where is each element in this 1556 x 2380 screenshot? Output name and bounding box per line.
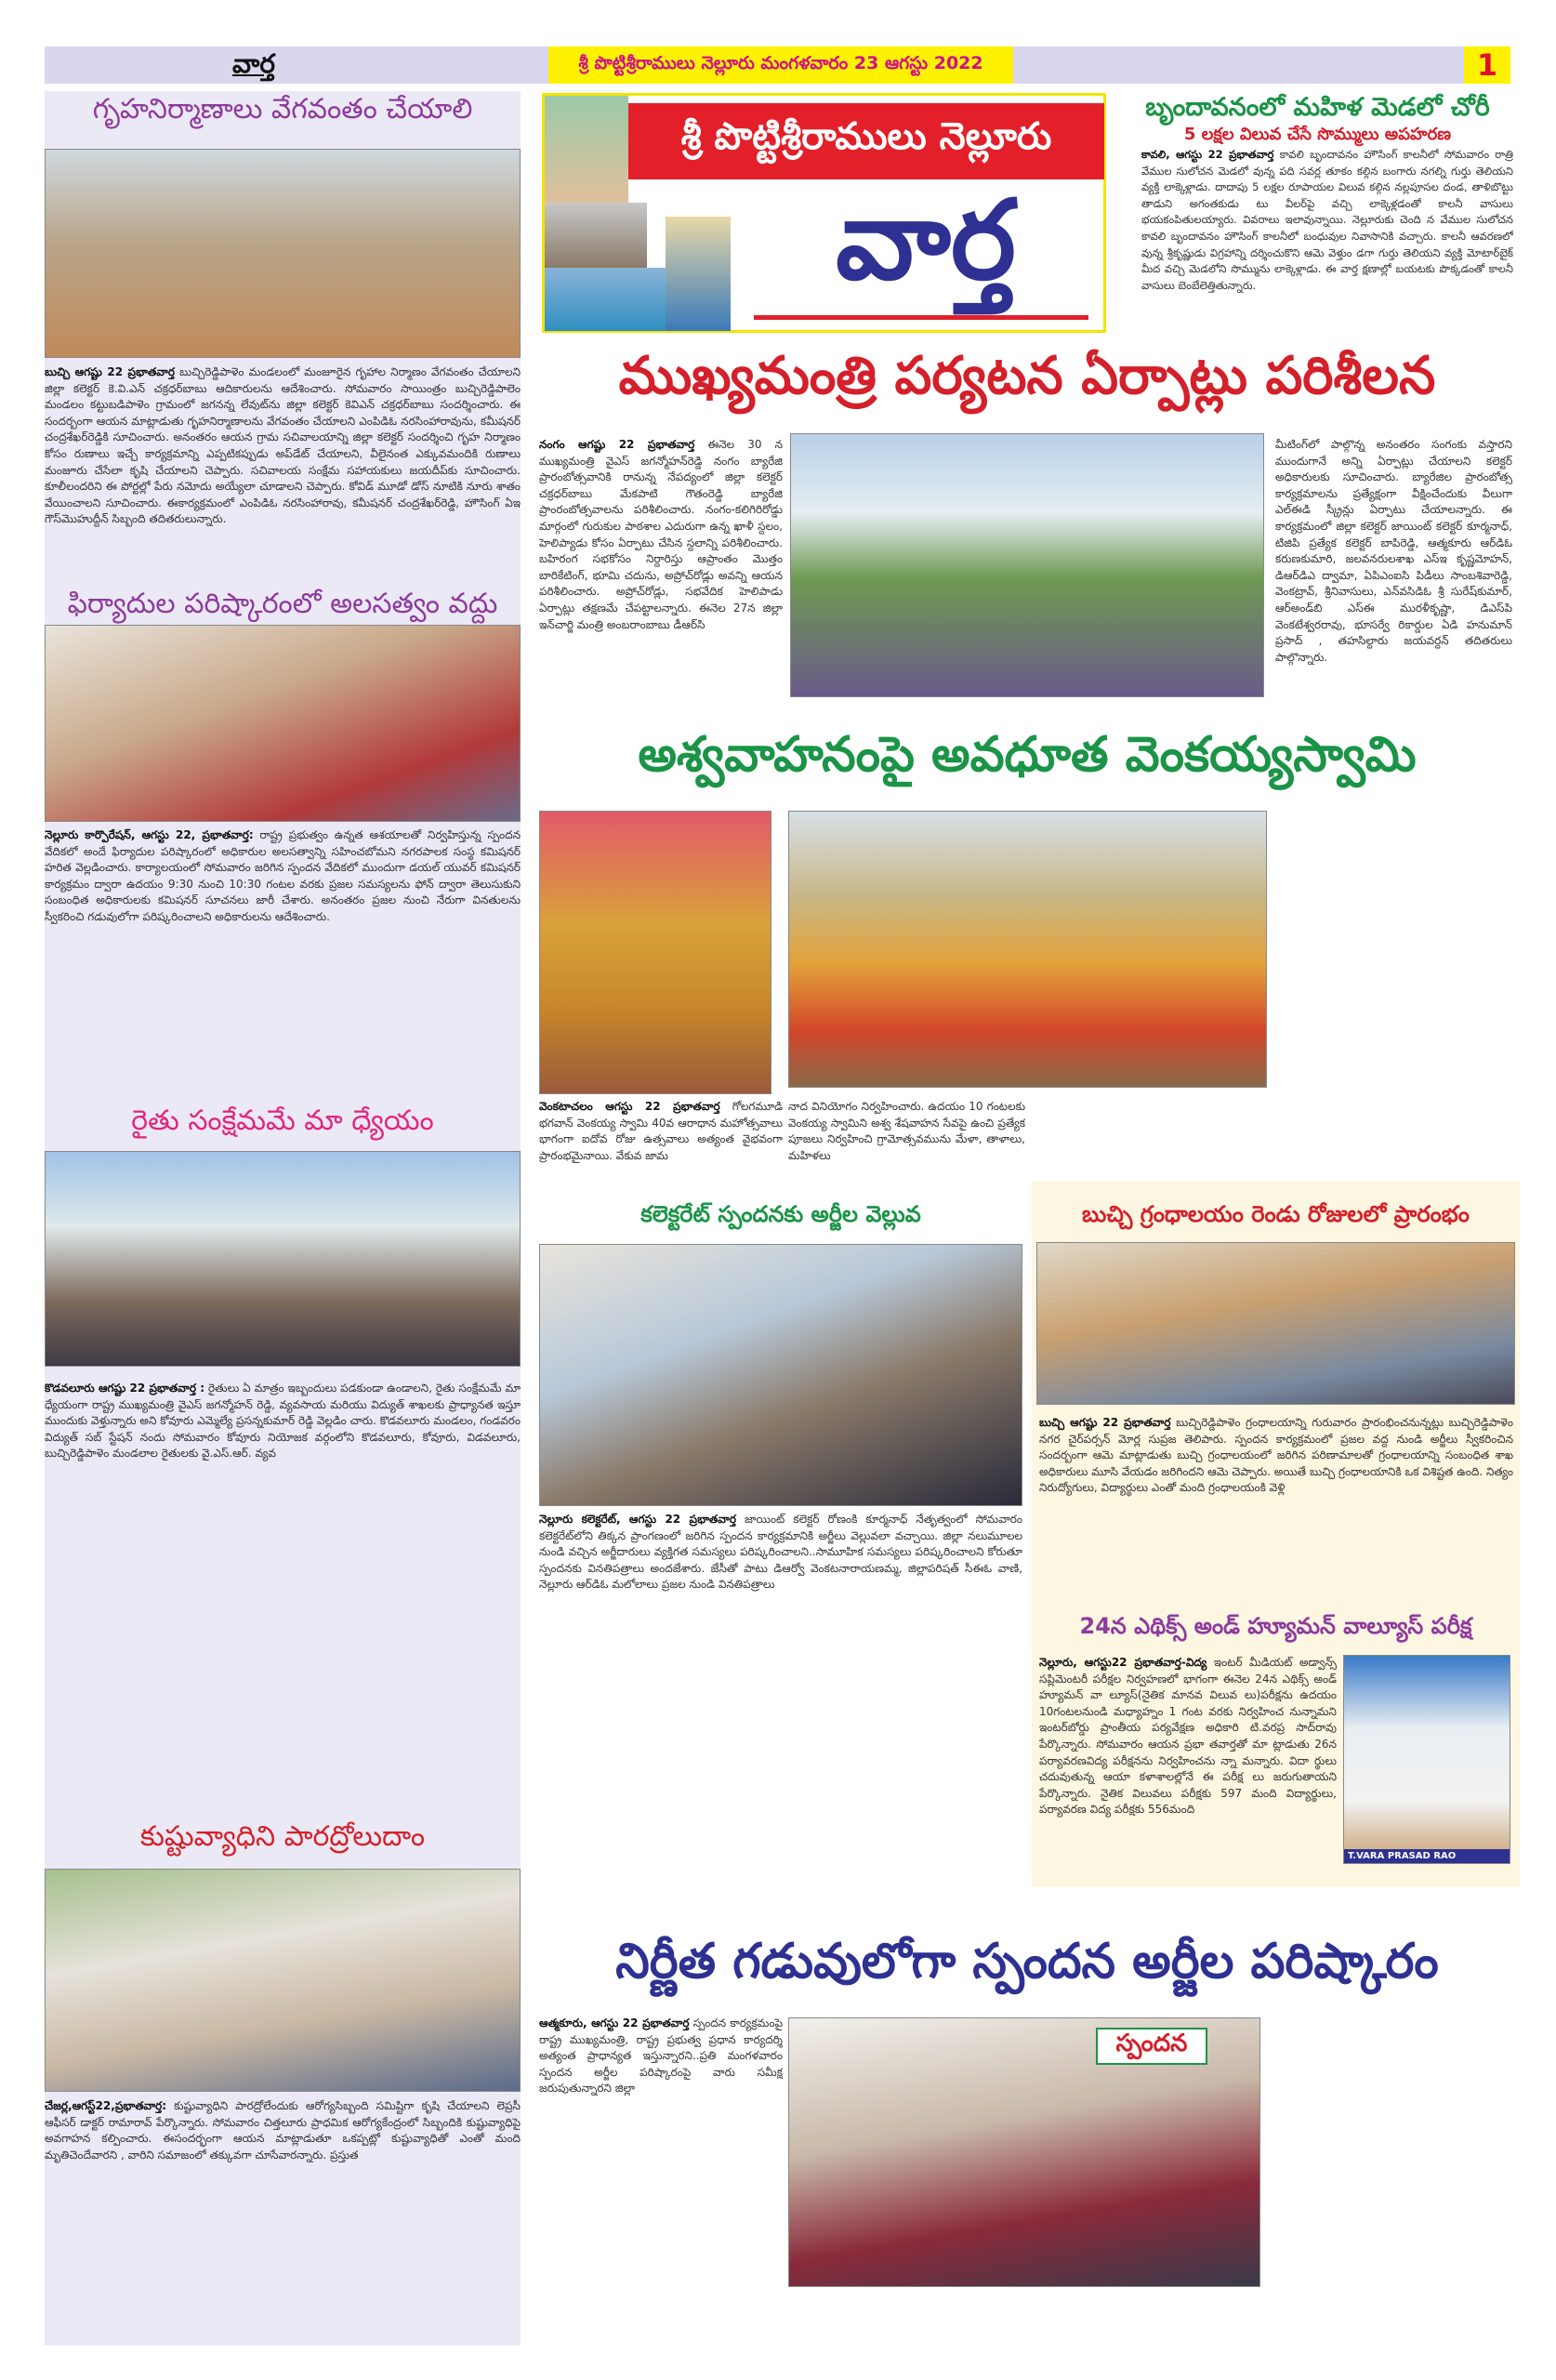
article-text: రాష్ట్ర ప్రభుత్వం ఉన్నత ఆశయాలతో నిర్వహిస్తున్న స్పందన వేదికలో అందే ఫిర్యాదుల పరిష్కారంలో అధికారుల అలసత్వాన్ని సహించబోమని నగరపాలక సంస్థ కమిషనర్ హరిత వెల్లడించారు. కార్యాలయంలో సోమవారం జరిగిన స్పందన వేదికలో ముందుగా డయల్ యువర్ కమిషనర్ కార్యక్రమం ద్వారా ఉదయం 9:30 నుంచి 10:30 గంటల వరకు ప్రజల సమస్యలను ఫోన్ ద్వారా తెలుసుకుని సంబంధిత అధికారులకు కమిషనర్ సూచనలు జారీ చేశారు. అనంతరం ప్రజల నుంచి నేరుగా వినతులను స్వీకరించి గడువులోగా పరిష్కరించాలని అధికారులను ఆదేశించారు. [45,828,521,923]
photo-caption: T.VARA PRASAD RAO [1344,1849,1510,1863]
article-text: ఈనెల 30 న ముఖ్యమంత్రి వైఎస్ జగన్మోహన్‌రెడ్డి నంగం బ్యారేజి ప్రారంబోత్సవానికి రానున్న నేపద్యంలో జిల్లా కలెక్టర్ చక్రధర్‌బాబు మేకపాటి గౌతంరెడ్డి బ్యారేజి ప్రాంరంబోత్సవాలను పరిశీలించారు. నంగం-కలిగిరిరోడ్డు మార్గంలో గురుకుల పాఠశాల ఎదురుగా ఉన్న ఖాళీ స్దలం, హెలిప్యాడు కోసం ఏర్పాటు చేసిన స్దలాన్ని పరిశీలించారు. బహిరంగ సభకోసం నిర్దారిస్తు ఆప్రాంతం మొత్తం బారికేటింగ్, భూమి చదును, అప్రోచ్‌రోడ్లు అవన్ని ఆయన పరిశీలించారు. అప్రోచ్‌రోడ్లు, సభవేదిక హెలిపాడు ఏర్పాట్లు తక్షణమే చేపట్టాలన్నారు. ఈనెల 27న జిల్లా ఇన్‌చార్జి మంత్రి అంబరాంబాబు డీఆర్‌సి [539,438,783,631]
dateline: నెల్లూరు కార్పొరేషన్, ఆగస్టు 22, ప్రభాతవార్త: [45,828,254,841]
collectorate-photo [539,1244,1022,1506]
dateline: బుచ్చి ఆగష్టు 22 ప్రభాతవార్త [1039,1416,1171,1429]
article-text: బుచ్చిరెడ్డిపాళెం మండలంలో మంజూరైన గృహాల నిర్మాణం వేగవంతం చేయాలని జిల్లా కలెక్టర్ కె.వి.ఎన్ చక్రధర్‌బాబు ఆదికారులను ఆదేశించారు. సోమవారం సాయింత్రం బుచ్చిరెడ్డిపాలెం మండలం కట్టుబడిపాళెం గ్రామంలో జగనన్న లేవుట్‌ను జిల్లా కలెక్టర్ కెవిఎన్ చక్రధర్‌బాబు సందర్శించారు. ఈ సందర్బంగా ఆయన మాట్లాడుతు గృహనిర్మాణాలను వేగవంతం చేయాలని ఎంపిడిఓ నరసింహారావును, కమీషనర్ చంద్రశేఖర్‌రెడ్డికి సూచించారు. అనంతరం ఆయన గ్రామ సచివాలయాన్ని జిల్లా కలెక్టర్ సందర్శించి గృహ నిర్మాణం కోసం రుణాలు ఇచ్చే కార్యక్రమాన్ని ఎప్పటికప్పుడు అప్‌డేట్ చేయాలని, వీలైనంత ఎక్కువమందికి రుణాలు మంజూరు చేసేలా కృషి చేయాలని చెప్పారు. సచివాలయ సంక్షేమ సహాయకులు జయదీప్‌కు సూచించారు. కూలీలందరిని ఈ పోర్టల్లో పేరు నమోదు అయ్యేలా చూడాలని చెప్పారు. కోవిడ్ మూడో డోస్ నూటికి నూరు శాతం వేయించాలని సూచించారు. ఈకార్యక్రమంలో ఎంపిడిఓ నరసింహారావు, కమీషనర్ చంద్రశేఖర్‌రెడ్డి, హౌసింగ్ ఏఇ గౌస్‌మొహుద్దీన్ సిబ్బంది తదితరులున్నారు. [45,365,521,526]
port-image [545,268,666,331]
spandana-headline: నిర్ణీత గడువులోగా స్పందన అర్జీల పరిష్కారం [615,1934,1439,1990]
ethics-photo [1343,1655,1510,1864]
masthead [542,93,1106,333]
collectorate-body [539,1512,1022,1888]
venkayya-idol-photo [539,811,771,1094]
dateline: బుచ్చి ఆగష్టు 22 ప్రభాతవార్త [45,365,175,378]
collectorate-headline: కలెక్టరేట్ స్పందనకు అర్జీల వెల్లువ [640,1201,921,1227]
bridge-image [545,203,647,268]
library-photo [1036,1242,1515,1405]
brindavanam-body [1141,147,1513,333]
ethics-body [1039,1655,1337,1883]
housing-body [45,364,521,588]
masthead-underline [754,315,1088,320]
spandana-photo [788,2017,1260,2287]
article-text: జాయింట్ కలెక్టర్ రోణంకి కూర్మనాధ్ నేతృత్వంలో సోమవారం కలెక్టరేట్‌లోని తిక్కన ప్రాంగణంలో జరిగిన స్పందన కార్యక్రమానికి అర్జీలు వెల్లువలా వచ్చాయి. జిల్లా నలుమూలల నుండి వచ్చిన అర్జీదారులు వ్యక్తిగత సమస్యలు పరిష్కరించాలని..సామూహిక సమస్యలు పరిష్కరించాలని కోరుతూ స్పందనకు వినతిపత్రాలు అందజేశారు. జేసీతో పాటు డిఆర్వో వెంకటనారాయణమ్మ, జిల్లాపరిషత్ సీఈఓ వాణి, నెల్లూరు ఆర్‌డిఓ మలోలాలు ప్రజల నుండి వినతిపత్రాలు [539,1513,1022,1592]
leprosy-photo [45,1869,521,2092]
ethics-headline: 24న ఎథిక్స్ అండ్ హ్యూమన్ వాల్యూస్ పరీక్ష [1079,1613,1472,1639]
temple-image [666,217,731,331]
library-headline: బుచ్చి గ్రంధాలయం రెండు రోజులలో ప్రారంభం [1082,1201,1470,1227]
masthead-name: వార్త [836,176,1016,304]
dateline: చేజర్ల,ఆగస్ట్22,ప్రభాతవార్త: [45,2099,167,2112]
spandana-body [539,2016,783,2346]
leprosy-body [45,2098,521,2345]
article-text: రైతులు ఏ మాత్రం ఇబ్బందులు పడకుండా ఉండాలని, రైతు సంక్షేమమే మా ధ్యేయంగా రాష్ట్ర ముఖ్యమంత్రి వైఎస్ జగన్మోహన్ రెడ్డి, వ్యవసాయ మరియు విద్యుత్ శాఖలకు ప్రాధ్యానత ఇస్తూ ముందుకు వెళ్తున్నారు అని కోవూరు ఎమ్మెల్యే ప్రసన్నకుమార్ రెడ్డి వెల్లడిం చారు. కొడవలూరు మండలం, గండవరం విద్యుత్ సబ్ స్టేషన్ నందు సోమవారం కోవూరు నియోజక వర్గంలోని కొడవలూరు, కోవూరు, విడవలూరు, బుచ్చిరెడ్డిపాళెం మండలాల రైతులకు వై.ఎస్.ఆర్. వ్యవ [45,1382,521,1461]
library-body [1039,1415,1513,1610]
article-text: స్పందన కార్యక్రమంపై రాష్ట్ర ముఖ్యమంత్రి, రాష్ట్ర ప్రభుత్వ ప్రధాన కార్యదర్శి అత్యంత ప్రాధాన్యత ఇస్తున్నారని..ప్రతి మంగళవారం స్పందన అర్జీల పరిష్కారంపై వారు సమీక్ష జరుపుతున్నారని జిల్లా [539,2016,783,2096]
dateline: కొడవలూరు ఆగష్టు 22 ప్రభాతవార్త : [45,1382,205,1395]
dateline: వెంకటాచలం ఆగస్టు 22 ప్రభాతవార్త [539,1100,720,1113]
spandana-body-continued [1275,2016,1512,2346]
header-logo: వార్త [232,48,275,79]
venkayya-headline: అశ్వవాహనంపై అవధూత వెంకయ్యస్వామి [638,727,1417,783]
farmers-photo [45,1151,521,1367]
dateline: కావలి, ఆగస్టు 22 ప్రభాతవార్త [1141,148,1274,161]
housing-headline: గృహనిర్మాణాలు వేగవంతం చేయాలి [92,93,473,126]
cm-visit-photo [790,433,1264,697]
page-number: 1 [1464,46,1510,84]
venkayya-procession-photo [788,811,1267,1088]
article-text: బుచ్చిరెడ్డిపాళెం గ్రంధాలయాన్ని గురువారం ప్రారంభించనున్నట్లు బుచ్చిరెడ్డిపాళెం నగర చైర్‌పర్సన్ మోర్ల సుప్రజ తెలిపారు. స్పందన కార్యక్రమంలో ప్రజల వద్ద నుండి అర్జీలు స్వీకరించిన సందర్బంగా ఆమె మాట్లాడుతు బుచ్చి గ్రంధాలయంలో జరిగిన పరిణామాలతో గ్రంధాలయాన్ని సంబంధిత శాఖ అధికారులు మూసి వేయడం జరిగిందని ఆమె చెప్పారు. అయితే బుచ్చి గ్రంధాలయానికి ఒక విశిష్టత ఉంది. నిత్యం నిరుద్యోగులు, విద్యార్థులు ఎంతో మంది గ్రంధాలయంకి వెళ్లి [1039,1416,1513,1495]
brindavanam-headline: బృందావనంలో మహిళ మెడలో చోరీ [1145,93,1490,122]
header-dateline: శ్రీ పొట్టిశ్రీరాములు నెల్లూరు మంగళవారం 23 ఆగస్టు 2022 [548,46,1013,84]
cm-visit-headline: ముఖ్యమంత్రి పర్యటన ఏర్పాట్లు పరిశీలన [618,346,1436,406]
brindavanam-subhead: 5 లక్షల విలువ చేసే సొమ్ములు అపహరణ [1183,125,1452,144]
masthead-region: శ్రీ పొట్టిశ్రీరాములు నెల్లూరు [628,103,1104,179]
article-text: ఇంటర్ మీడియట్ అడ్వాన్స్ సప్లిమెంటరీ పరీక్షల నిర్వహణలో భాగంగా ఈనెల 24న ఎథిక్స్ అండ్ హ్యూమన్ వా ల్యూస్(నైతిక మానవ విలువ లు)పరీక్షను ఉదయం 10గంటలనుండి మధ్యాహ్నం 1 గంట వరకు నిర్వహించ నున్నామని ఇంటర్‌బోర్డు ప్రాంతీయ పర్యవేక్షణ అధికారి టి.వరప్ర సాద్‌రావు పేర్కొన్నారు. సోమవారం ఆయన ప్రభా తవార్తతో మా ట్లాడుతు 26న పర్యావరణవిద్య పరీక్షనను నిర్వహించను న్నా మన్నారు. విదా ర్థులు చదువుతున్న ఆయా కళాశాలల్లోనే ఈ పరీక్ష లు జరుగుతాయని పేర్కొన్నారు. నైతిక విలువలు పరీక్షకు 597 మంది విద్యార్థులు, పర్యావరణ విద్య పరీక్షకు 556మంది [1039,1656,1337,1817]
dateline: ఆత్మకూరు, ఆగస్టు 22 ప్రభాతవార్త [539,2016,690,2030]
venkayya-body-continued: నాద వినియోగం నిర్వహించారు. ఉదయం 10 గంటలకు వెంకయ్య స్వామిని అశ్వ శేషవాహన సేవపై ఉంచి ప్రత్యేక పూజలు నిర్వహించి గ్రామోత్సవమును మేళా, తాళాలు, మహిళలు [788,1100,1025,1162]
cm-visit-body [539,437,783,707]
dateline: నెల్లూరు, ఆగస్టు22 ప్రభాతవార్త-విద్య [1039,1656,1207,1669]
dateline: నంగం ఆగష్టు 22 ప్రభాతవార్త [539,438,695,451]
portrait-image [545,96,628,203]
housing-photo [45,149,521,358]
dateline: నెల్లూరు కలెక్టరేట్, ఆగస్టు 22 ప్రభాతవార్త [539,1513,736,1526]
article-text: కావలి బృందావనం హౌసింగ్ కాలనీలో సోమవారం రాత్రి వేముల సులోచన మెడలో వున్న పది సవర్ల తూకం కల్గిన బంగారు నగల్ని గుర్తు తెలియని వ్యక్తి లాక్కెళ్లాడు. దాదాపు 5 లక్షల రూపాయల విలువ కల్గిన నల్లపూసల దండ, తాళిబొట్టు తాడుని అగంతకుడు టు వీలర్‌పై వచ్చి లాక్కెళ్లడంతో కాలనీ వాసులు భయకంపితులయ్యారు. వివరాలు ఇలావున్నాయి. నెల్లూరుకు చెంది న వేముల సులోచన కావలి బృందావనం హౌసింగ్ కాలనీలో బంధువుల నివాసానికి వచ్చారు. కాలనీ ఆవరణలో వున్న శ్రీకృష్ణుడు విగ్రహాన్ని దర్శించుకొని ఆమె వెళ్తుం డగా గుర్తు తెలియని వ్యక్తి మోటార్‌బైక్ మీద వచ్చి మెడలోని సొమ్మును లాక్కెళ్లాడు. ఈ వార్త క్షణాల్లో బయటకు పొక్కడంతో కాలనీ వాసులు బెంబేలెత్తితున్నారు. [1141,148,1513,292]
article-text: గోలగమూడి భగవాన్ వెంకయ్య స్వామి 40వ ఆరాధాన మహోత్సవాలు భాగంగా ఐదోవ రోజు ఉత్సవాలు అత్యంత వైభవంగా ప్రారంభమైనాయి. వేకువ జామ [539,1100,783,1162]
leprosy-headline: కుష్టువ్యాధిని పారద్రోలుదాం [139,1820,426,1853]
complaints-headline: ఫిర్యాదుల పరిష్కారంలో అలసత్వం వద్దు [67,588,498,620]
complaints-photo [45,625,521,822]
article-text: కుష్టువ్యాధిని పారద్రోలేందుకు ఆరోగ్యసిబ్బంది సమిష్టిగా కృషి చేయాలని లెప్రసీ ఆఫీసర్ డాక్టర్ రామారావ్ పేర్కొన్నారు. సోమవారం చిత్తలూరు ప్రాధమిక ఆరోగ్యకేంద్రంలో సిబ్బందికి కుష్టువ్యాధిపై అవగాహన కల్పించారు. ఈసందర్భంగా ఆయన మాట్లాడుతూ ఒకప్పట్లో కుష్టువ్యాధితో ఎంతో మంది మృతిచెందేవారని , వారిని సమాజంలో తక్కువగా చూసేవారన్నారు. ప్రస్తుత [45,2099,521,2162]
cm-visit-body-continued: మీటింగ్‌లో పాల్గొన్న అనంతరం సంగంకు వస్తారని ముందుగానే అన్ని ఏర్పాట్లు చేయాలని కలెక్టర్ అధికారులకు సూచించారు. బ్యారేజిల ప్రారంబోత్స కార్యక్రమాలను ప్రత్యేక్షంగా వీక్షించేందుకు వీలుగా ఎల్‌ఈడి స్క్రీన్లు ఏర్పాటు చేయాలన్నారు. ఈ కార్యక్రమంలో జిల్లా కలెక్టర్ జాయింట్ కలెక్టర్ కూర్మనాధ్, టిజిపి ప్రత్యేక కలెక్టర్ బాపిరెడ్డి, ఆత్మకూరు ఆర్‌డిఓ కరుణకుమారి, జలవనరులశాఖ ఎస్ఇ కృష్ణమోహన్, డిఆర్‌డిఎ ద్వామా, ఏపిఎంఐసి పిడీలు సాంబశివారెడ్డి, వెంకట్రావ్, శ్రీనివాసులు, ఎన్‌వసిడిఓ శ్రీ సురేష్‌కుమార్, ఆర్‌అండ్‌బి ఎస్ఈ మురళీకృష్ణా, డిఎస్‌పి వెంకటేశ్వరరావు, భూసర్వే రికార్డుల ఏడి హనుమాన్ ప్రసాద్ , తహసిల్దారు జయవర్దన్ తదితరులు పాల్గొన్నారు. [1275,438,1512,664]
complaints-body [45,827,521,1097]
venkayya-body [539,1099,783,1181]
farmers-body [45,1381,521,1813]
farmers-headline: రైతు సంక్షేమమే మా ధ్యేయం [131,1104,434,1137]
spandana-banner: స్పందన [1096,2028,1207,2065]
